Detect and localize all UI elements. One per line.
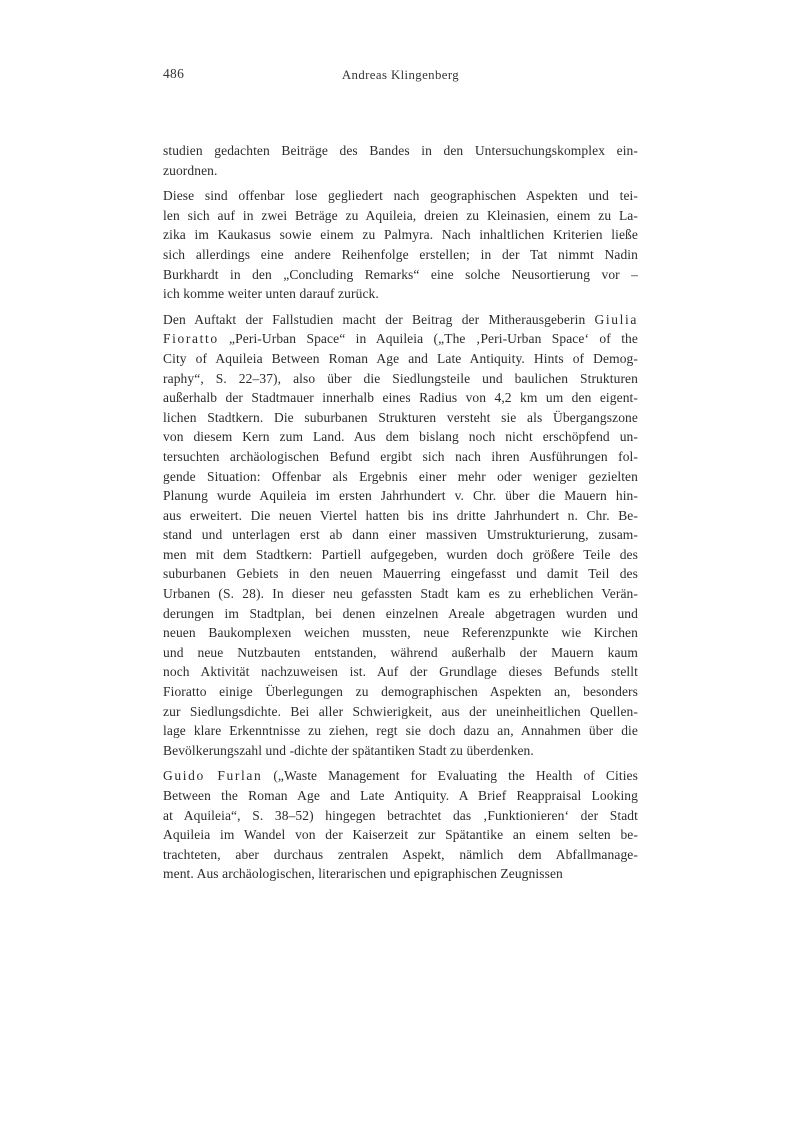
- text-line: [163, 486, 638, 506]
- text-line: [163, 721, 638, 741]
- text-line: [163, 225, 638, 245]
- text-segment: Aquileia im Wandel von der Kaiserzeit zur Spätantike an einem selten be-: [163, 827, 638, 843]
- text-line: [163, 825, 638, 845]
- text-line: [163, 766, 638, 786]
- text-line: [163, 604, 638, 624]
- text-segment: Urbanen (S. 28). In dieser neu gefassten Stadt kam es zu erheblichen Verän-: [163, 586, 638, 602]
- text-segment: noch Aktivität nachzuweisen ist. Auf der Grundlage dieses Befunds stellt: [163, 664, 638, 680]
- running-header-author: Andreas Klingenberg: [341, 67, 460, 82]
- text-segment: „Peri-Urban Space“ in Aquileia („The ‚Peri-Urban Space‘ of the: [218, 331, 638, 347]
- text-segment: City of Aquileia Between Roman Age and Late Antiquity. Hints of Demog-: [163, 350, 638, 366]
- letterspaced-name: Fioratto: [163, 331, 219, 347]
- text-line: [163, 369, 638, 389]
- text-segment: von diesem Kern zum Land. Aus dem bislang noch nicht erschöpfend un-: [163, 429, 638, 445]
- text-line: [163, 206, 638, 226]
- text-segment: außerhalb der Stadtmauer innerhalb eines Radius von 4,2 km um den eigent-: [163, 390, 638, 406]
- text-line: [163, 662, 638, 682]
- text-segment: men mit dem Stadtkern: Partiell aufgegeben, wurden doch größere Teile des: [163, 546, 638, 562]
- text-segment: raphy“, S. 22–37), also über die Siedlungsteile und baulichen Strukturen: [163, 370, 638, 386]
- text-segment: Between the Roman Age and Late Antiquity. A Brief Reappraisal Looking: [163, 788, 638, 803]
- text-segment: zuordnen.: [163, 162, 218, 178]
- text-segment: gende Situation: Offenbar als Ergebnis einer mehr oder weniger gezielten: [163, 468, 638, 484]
- text-line: [163, 310, 638, 330]
- text-line: [163, 545, 638, 565]
- text-segment: trachteten, aber durchaus zentralen Aspekt, nämlich dem Abfallmanage-: [163, 846, 638, 862]
- text-line: [163, 245, 638, 265]
- text-line: [163, 506, 638, 526]
- letterspaced-name: Guido Furlan: [163, 768, 263, 784]
- text-segment: zika im Kaukasus sowie einem zu Palmyra. Nach inhaltlichen Kriterien ließe: [163, 227, 638, 243]
- letterspaced-name: Giulia: [594, 311, 638, 327]
- text-segment: derungen im Stadtplan, bei denen einzelnen Areale abgetragen wurden und: [163, 605, 638, 621]
- paragraph: [163, 766, 638, 884]
- text-line: [163, 161, 638, 181]
- text-line: [163, 806, 638, 826]
- text-segment: neuen Baukomplexen weichen mussten, neue Referenzpunkte wie Kirchen: [163, 625, 638, 641]
- text-segment: Bevölkerungszahl und -dichte der spätantiken Stadt zu überdenken.: [163, 742, 534, 758]
- text-line: [163, 186, 638, 206]
- text-line: [163, 845, 638, 865]
- text-line: [163, 349, 638, 369]
- text-line: [163, 408, 638, 428]
- text-segment: lichen Stadtkern. Die suburbanen Strukturen versteht sie als Übergangszone: [163, 409, 638, 425]
- text-segment: zur Siedlungsdichte. Bei aller Schwierigkeit, aus der uneinheitlichen Quellen-: [163, 703, 638, 719]
- text-line: [163, 702, 638, 722]
- text-segment: tersuchten archäologischen Befund ergibt sich nach ihren Ausführungen fol-: [163, 448, 638, 464]
- text-line: [163, 525, 638, 545]
- text-line: [163, 623, 638, 643]
- text-line: [163, 564, 638, 584]
- text-line: [163, 447, 638, 467]
- paragraph: [163, 186, 638, 304]
- text-segment: ment. Aus archäologischen, literarischen und epigraphischen Zeugnissen: [163, 866, 563, 882]
- text-segment: at Aquileia“, S. 38–52) hingegen betrachtet das ‚Funktionieren‘ der Stadt: [163, 807, 638, 823]
- text-segment: Fioratto einige Überlegungen zu demographischen Aspekten an, besonders: [163, 684, 638, 700]
- text-segment: Diese sind offenbar lose gegliedert nach geographischen Aspekten und tei-: [163, 188, 638, 204]
- text-segment: Burkhardt in den „Concluding Remarks“ eine solche Neusortierung vor –: [163, 266, 638, 282]
- text-line: [163, 284, 638, 304]
- text-line: [163, 427, 638, 447]
- body-text: [163, 141, 638, 884]
- text-line: [163, 467, 638, 487]
- paragraph: [163, 141, 638, 180]
- text-segment: ich komme weiter unten darauf zurück.: [163, 286, 379, 302]
- text-segment: studien gedachten Beiträge des Bandes in den Untersuchungskomplex ein-: [163, 143, 638, 158]
- text-segment: Den Auftakt der Fallstudien macht der Beitrag der Mitherausgeberin: [163, 311, 595, 327]
- text-line: [163, 388, 638, 408]
- text-segment: Planung wurde Aquileia im ersten Jahrhundert v. Chr. über die Mauern hin-: [163, 488, 638, 504]
- text-segment: suburbanen Gebiets in den neuen Mauerring eingefasst und damit Teil des: [163, 566, 638, 582]
- text-segment: stand und unterlagen erst ab dann einer massiven Umstrukturierung, zusam-: [163, 527, 638, 543]
- text-line: [163, 141, 638, 161]
- text-line: [163, 643, 638, 663]
- paragraph: [163, 310, 638, 761]
- text-line: [163, 682, 638, 702]
- page-number: 486: [163, 66, 185, 81]
- text-line: [163, 786, 638, 806]
- text-segment: len sich auf in zwei Beträge zu Aquileia, dreien zu Kleinasien, einem zu La-: [163, 207, 638, 223]
- text-line: [163, 265, 638, 285]
- text-line: [163, 584, 638, 604]
- text-segment: aus erweitert. Die neuen Viertel hatten bis ins dritte Jahrhundert n. Chr. Be-: [163, 507, 638, 523]
- text-line: [163, 741, 638, 761]
- running-header: [163, 64, 638, 84]
- text-segment: lage klare Erkenntnisse zu ziehen, regt sie doch dazu an, Annahmen über die: [163, 723, 638, 739]
- text-line: [163, 864, 638, 884]
- text-segment: sich allerdings eine andere Reihenfolge erstellen; in der Tat nimmt Nadin: [163, 246, 638, 262]
- text-segment: und neue Nutzbauten entstanden, während außerhalb der Mauern kaum: [163, 644, 638, 660]
- text-line: [163, 329, 638, 349]
- text-segment: („Waste Management for Evaluating the Health of Cities: [262, 768, 638, 784]
